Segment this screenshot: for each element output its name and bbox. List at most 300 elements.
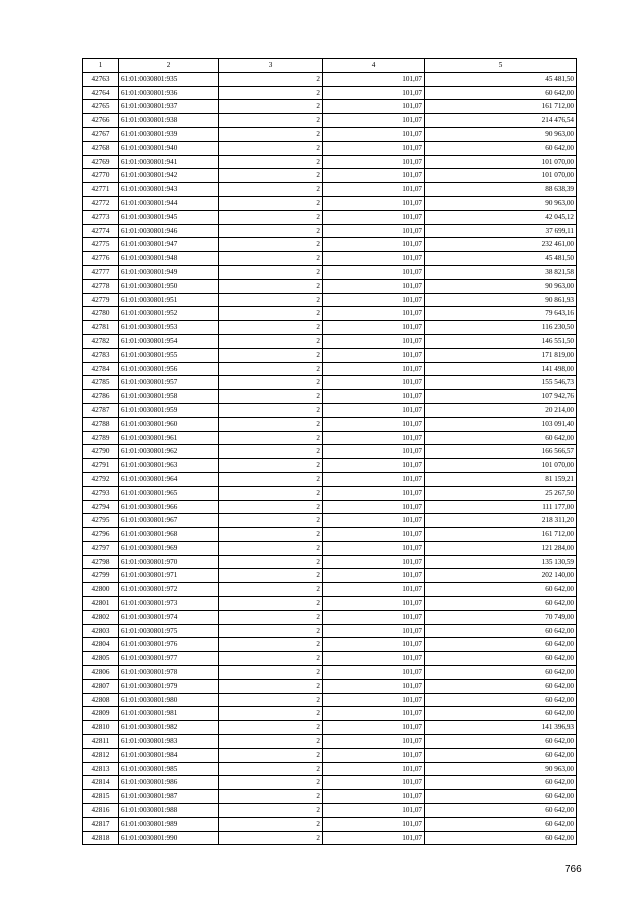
table-row <box>83 155 577 169</box>
table-cell-col-4: 101,07 <box>323 804 425 818</box>
table-cell-col-3: 2 <box>219 735 323 749</box>
table-cell-col-1: 42808 <box>83 693 119 707</box>
table-cell-col-4: 101,07 <box>323 679 425 693</box>
table-cell-col-3: 2 <box>219 666 323 680</box>
table-cell-col-3: 2 <box>219 362 323 376</box>
table-cell-col-4: 101,07 <box>323 169 425 183</box>
table-cell-col-5: 60 642,00 <box>425 790 577 804</box>
table-cell-col-2: 61:01:0030801:968 <box>119 528 219 542</box>
table-cell-col-4: 101,07 <box>323 624 425 638</box>
table-cell-col-1: 42794 <box>83 500 119 514</box>
table-cell-col-5: 141 498,00 <box>425 362 577 376</box>
table-cell-col-1: 42774 <box>83 224 119 238</box>
table-cell-col-4: 101,07 <box>323 376 425 390</box>
table-cell-col-5: 90 963,00 <box>425 127 577 141</box>
table-cell-col-5: 60 642,00 <box>425 748 577 762</box>
table-cell-col-1: 42783 <box>83 348 119 362</box>
table-cell-col-4: 101,07 <box>323 265 425 279</box>
table-row <box>83 817 577 831</box>
table-cell-col-2: 61:01:0030801:967 <box>119 514 219 528</box>
table-cell-col-2: 61:01:0030801:980 <box>119 693 219 707</box>
column-header-5: 5 <box>425 59 577 73</box>
table-row <box>83 321 577 335</box>
table-cell-col-5: 60 642,00 <box>425 707 577 721</box>
table-cell-col-1: 42773 <box>83 210 119 224</box>
table-row <box>83 597 577 611</box>
table-row <box>83 721 577 735</box>
table-cell-col-5: 121 284,00 <box>425 541 577 555</box>
table-cell-col-3: 2 <box>219 238 323 252</box>
table-cell-col-1: 42766 <box>83 114 119 128</box>
table-cell-col-3: 2 <box>219 100 323 114</box>
table-cell-col-1: 42786 <box>83 390 119 404</box>
table-cell-col-4: 101,07 <box>323 334 425 348</box>
table-cell-col-5: 60 642,00 <box>425 141 577 155</box>
table-row <box>83 748 577 762</box>
table-cell-col-4: 101,07 <box>323 486 425 500</box>
table-cell-col-5: 232 461,00 <box>425 238 577 252</box>
table-row <box>83 307 577 321</box>
table-cell-col-3: 2 <box>219 610 323 624</box>
table-cell-col-1: 42795 <box>83 514 119 528</box>
data-table <box>82 58 577 845</box>
table-cell-col-3: 2 <box>219 169 323 183</box>
page-number: 766 <box>565 864 582 875</box>
table-row <box>83 569 577 583</box>
table-cell-col-3: 2 <box>219 500 323 514</box>
table-cell-col-4: 101,07 <box>323 307 425 321</box>
table-cell-col-3: 2 <box>219 776 323 790</box>
table-row <box>83 196 577 210</box>
table-cell-col-5: 166 566,57 <box>425 445 577 459</box>
table-cell-col-5: 90 963,00 <box>425 279 577 293</box>
table-cell-col-5: 88 638,39 <box>425 183 577 197</box>
table-cell-col-1: 42817 <box>83 817 119 831</box>
table-cell-col-4: 101,07 <box>323 141 425 155</box>
table-row <box>83 279 577 293</box>
table-cell-col-1: 42782 <box>83 334 119 348</box>
table-row <box>83 693 577 707</box>
table-row <box>83 100 577 114</box>
table-cell-col-3: 2 <box>219 597 323 611</box>
table-cell-col-5: 107 942,76 <box>425 390 577 404</box>
table-row <box>83 86 577 100</box>
table-cell-col-5: 81 159,21 <box>425 472 577 486</box>
table-row <box>83 707 577 721</box>
table-cell-col-1: 42770 <box>83 169 119 183</box>
table-cell-col-4: 101,07 <box>323 196 425 210</box>
table-cell-col-1: 42763 <box>83 72 119 86</box>
table-cell-col-3: 2 <box>219 707 323 721</box>
table-cell-col-2: 61:01:0030801:938 <box>119 114 219 128</box>
table-cell-col-1: 42807 <box>83 679 119 693</box>
table-cell-col-2: 61:01:0030801:989 <box>119 817 219 831</box>
table-row <box>83 831 577 845</box>
table-cell-col-5: 101 070,00 <box>425 155 577 169</box>
table-cell-col-5: 171 819,00 <box>425 348 577 362</box>
table-cell-col-1: 42768 <box>83 141 119 155</box>
table-cell-col-1: 42785 <box>83 376 119 390</box>
table-cell-col-2: 61:01:0030801:961 <box>119 431 219 445</box>
table-cell-col-2: 61:01:0030801:947 <box>119 238 219 252</box>
table-cell-col-3: 2 <box>219 569 323 583</box>
table-cell-col-5: 45 481,50 <box>425 72 577 86</box>
table-cell-col-2: 61:01:0030801:970 <box>119 555 219 569</box>
table-cell-col-3: 2 <box>219 459 323 473</box>
table-cell-col-4: 101,07 <box>323 459 425 473</box>
table-cell-col-3: 2 <box>219 293 323 307</box>
table-cell-col-1: 42778 <box>83 279 119 293</box>
table-cell-col-3: 2 <box>219 472 323 486</box>
table-cell-col-5: 25 267,50 <box>425 486 577 500</box>
table-cell-col-5: 60 642,00 <box>425 804 577 818</box>
table-cell-col-3: 2 <box>219 141 323 155</box>
table-cell-col-3: 2 <box>219 762 323 776</box>
table-cell-col-1: 42765 <box>83 100 119 114</box>
table-row <box>83 417 577 431</box>
table-cell-col-3: 2 <box>219 376 323 390</box>
table-cell-col-2: 61:01:0030801:972 <box>119 583 219 597</box>
table-cell-col-4: 101,07 <box>323 155 425 169</box>
table-cell-col-1: 42812 <box>83 748 119 762</box>
table-row <box>83 376 577 390</box>
table-row <box>83 679 577 693</box>
table-cell-col-2: 61:01:0030801:939 <box>119 127 219 141</box>
table-cell-col-5: 90 963,00 <box>425 762 577 776</box>
table-cell-col-1: 42813 <box>83 762 119 776</box>
table-row <box>83 169 577 183</box>
table-row <box>83 334 577 348</box>
table-cell-col-5: 111 177,00 <box>425 500 577 514</box>
table-row <box>83 114 577 128</box>
table-cell-col-5: 42 045,12 <box>425 210 577 224</box>
table-cell-col-4: 101,07 <box>323 790 425 804</box>
table-cell-col-5: 161 712,00 <box>425 528 577 542</box>
table-cell-col-5: 101 070,00 <box>425 459 577 473</box>
table-cell-col-2: 61:01:0030801:942 <box>119 169 219 183</box>
table-cell-col-1: 42767 <box>83 127 119 141</box>
table-cell-col-2: 61:01:0030801:936 <box>119 86 219 100</box>
table-row <box>83 224 577 238</box>
table-cell-col-1: 42764 <box>83 86 119 100</box>
table-cell-col-4: 101,07 <box>323 472 425 486</box>
table-cell-col-3: 2 <box>219 652 323 666</box>
table-cell-col-5: 146 551,50 <box>425 334 577 348</box>
table-cell-col-3: 2 <box>219 624 323 638</box>
table-cell-col-2: 61:01:0030801:973 <box>119 597 219 611</box>
table-cell-col-4: 101,07 <box>323 555 425 569</box>
table-cell-col-2: 61:01:0030801:962 <box>119 445 219 459</box>
table-cell-col-1: 42771 <box>83 183 119 197</box>
table-cell-col-2: 61:01:0030801:966 <box>119 500 219 514</box>
table-cell-col-1: 42787 <box>83 403 119 417</box>
table-cell-col-3: 2 <box>219 528 323 542</box>
table-cell-col-2: 61:01:0030801:979 <box>119 679 219 693</box>
table-row <box>83 362 577 376</box>
table-cell-col-4: 101,07 <box>323 417 425 431</box>
table-cell-col-4: 101,07 <box>323 638 425 652</box>
table-cell-col-2: 61:01:0030801:952 <box>119 307 219 321</box>
table-cell-col-5: 218 311,20 <box>425 514 577 528</box>
table-cell-col-4: 101,07 <box>323 431 425 445</box>
table-row <box>83 652 577 666</box>
table-cell-col-4: 101,07 <box>323 238 425 252</box>
table-cell-col-5: 161 712,00 <box>425 100 577 114</box>
table-cell-col-5: 60 642,00 <box>425 817 577 831</box>
table-row <box>83 390 577 404</box>
table-cell-col-2: 61:01:0030801:953 <box>119 321 219 335</box>
table-cell-col-5: 60 642,00 <box>425 638 577 652</box>
table-cell-col-2: 61:01:0030801:963 <box>119 459 219 473</box>
table-cell-col-3: 2 <box>219 790 323 804</box>
table-cell-col-1: 42810 <box>83 721 119 735</box>
table-cell-col-2: 61:01:0030801:949 <box>119 265 219 279</box>
table-cell-col-5: 60 642,00 <box>425 666 577 680</box>
table-row <box>83 555 577 569</box>
table-cell-col-1: 42777 <box>83 265 119 279</box>
table-cell-col-2: 61:01:0030801:990 <box>119 831 219 845</box>
table-row <box>83 583 577 597</box>
table-cell-col-1: 42803 <box>83 624 119 638</box>
table-cell-col-1: 42799 <box>83 569 119 583</box>
table-cell-col-3: 2 <box>219 693 323 707</box>
table-cell-col-4: 101,07 <box>323 652 425 666</box>
table-cell-col-2: 61:01:0030801:944 <box>119 196 219 210</box>
table-cell-col-5: 214 476,54 <box>425 114 577 128</box>
table-cell-col-1: 42772 <box>83 196 119 210</box>
table-cell-col-2: 61:01:0030801:935 <box>119 72 219 86</box>
table-cell-col-5: 60 642,00 <box>425 776 577 790</box>
table-row <box>83 472 577 486</box>
table-cell-col-2: 61:01:0030801:964 <box>119 472 219 486</box>
table-row <box>83 776 577 790</box>
table-cell-col-4: 101,07 <box>323 748 425 762</box>
table-cell-col-2: 61:01:0030801:985 <box>119 762 219 776</box>
table-cell-col-1: 42796 <box>83 528 119 542</box>
table-cell-col-1: 42800 <box>83 583 119 597</box>
table-cell-col-2: 61:01:0030801:950 <box>119 279 219 293</box>
table-cell-col-1: 42784 <box>83 362 119 376</box>
table-cell-col-4: 101,07 <box>323 817 425 831</box>
table-cell-col-3: 2 <box>219 155 323 169</box>
table-cell-col-4: 101,07 <box>323 666 425 680</box>
table-cell-col-1: 42814 <box>83 776 119 790</box>
table-cell-col-2: 61:01:0030801:958 <box>119 390 219 404</box>
table-cell-col-1: 42789 <box>83 431 119 445</box>
table-row <box>83 735 577 749</box>
table-cell-col-4: 101,07 <box>323 583 425 597</box>
table-cell-col-5: 60 642,00 <box>425 652 577 666</box>
table-cell-col-5: 60 642,00 <box>425 679 577 693</box>
table-cell-col-2: 61:01:0030801:977 <box>119 652 219 666</box>
table-row <box>83 486 577 500</box>
table-cell-col-3: 2 <box>219 183 323 197</box>
table-cell-col-2: 61:01:0030801:941 <box>119 155 219 169</box>
table-cell-col-3: 2 <box>219 390 323 404</box>
table-cell-col-3: 2 <box>219 804 323 818</box>
table-cell-col-2: 61:01:0030801:986 <box>119 776 219 790</box>
table-cell-col-4: 101,07 <box>323 831 425 845</box>
table-cell-col-3: 2 <box>219 445 323 459</box>
table-cell-col-1: 42806 <box>83 666 119 680</box>
table-row <box>83 431 577 445</box>
table-cell-col-5: 60 642,00 <box>425 431 577 445</box>
table-cell-col-4: 101,07 <box>323 321 425 335</box>
table-cell-col-3: 2 <box>219 817 323 831</box>
table-cell-col-1: 42798 <box>83 555 119 569</box>
table-cell-col-1: 42769 <box>83 155 119 169</box>
table-cell-col-3: 2 <box>219 279 323 293</box>
table-cell-col-4: 101,07 <box>323 362 425 376</box>
table-row <box>83 445 577 459</box>
table-cell-col-1: 42801 <box>83 597 119 611</box>
table-cell-col-1: 42809 <box>83 707 119 721</box>
table-cell-col-2: 61:01:0030801:954 <box>119 334 219 348</box>
table-cell-col-4: 101,07 <box>323 721 425 735</box>
table-cell-col-4: 101,07 <box>323 762 425 776</box>
header-row <box>83 59 577 73</box>
table-cell-col-4: 101,07 <box>323 72 425 86</box>
table-row <box>83 610 577 624</box>
table-cell-col-1: 42816 <box>83 804 119 818</box>
table-row <box>83 638 577 652</box>
table-cell-col-4: 101,07 <box>323 86 425 100</box>
table-cell-col-3: 2 <box>219 541 323 555</box>
table-row <box>83 348 577 362</box>
table-cell-col-2: 61:01:0030801:960 <box>119 417 219 431</box>
table-cell-col-3: 2 <box>219 72 323 86</box>
table-cell-col-4: 101,07 <box>323 100 425 114</box>
table-cell-col-2: 61:01:0030801:975 <box>119 624 219 638</box>
table-cell-col-2: 61:01:0030801:937 <box>119 100 219 114</box>
table-cell-col-2: 61:01:0030801:976 <box>119 638 219 652</box>
table-cell-col-3: 2 <box>219 321 323 335</box>
table-row <box>83 141 577 155</box>
table-cell-col-3: 2 <box>219 417 323 431</box>
table-cell-col-1: 42780 <box>83 307 119 321</box>
table-cell-col-2: 61:01:0030801:983 <box>119 735 219 749</box>
table-cell-col-4: 101,07 <box>323 693 425 707</box>
table-cell-col-4: 101,07 <box>323 707 425 721</box>
table-cell-col-1: 42793 <box>83 486 119 500</box>
table-cell-col-4: 101,07 <box>323 224 425 238</box>
table-row <box>83 762 577 776</box>
table-row <box>83 183 577 197</box>
table-cell-col-1: 42797 <box>83 541 119 555</box>
table-cell-col-4: 101,07 <box>323 252 425 266</box>
table-cell-col-3: 2 <box>219 403 323 417</box>
table-cell-col-3: 2 <box>219 555 323 569</box>
table-cell-col-5: 155 546,73 <box>425 376 577 390</box>
table-cell-col-5: 135 130,59 <box>425 555 577 569</box>
table-cell-col-5: 60 642,00 <box>425 831 577 845</box>
table-cell-col-5: 116 230,50 <box>425 321 577 335</box>
table-row <box>83 790 577 804</box>
table-cell-col-2: 61:01:0030801:959 <box>119 403 219 417</box>
table-cell-col-2: 61:01:0030801:971 <box>119 569 219 583</box>
table-cell-col-2: 61:01:0030801:988 <box>119 804 219 818</box>
table-cell-col-1: 42775 <box>83 238 119 252</box>
table-cell-col-2: 61:01:0030801:981 <box>119 707 219 721</box>
table-cell-col-5: 90 963,00 <box>425 196 577 210</box>
table-cell-col-2: 61:01:0030801:984 <box>119 748 219 762</box>
table-cell-col-3: 2 <box>219 748 323 762</box>
table-cell-col-5: 141 396,93 <box>425 721 577 735</box>
table-cell-col-3: 2 <box>219 224 323 238</box>
table-cell-col-5: 60 642,00 <box>425 86 577 100</box>
table-cell-col-2: 61:01:0030801:965 <box>119 486 219 500</box>
table-row <box>83 624 577 638</box>
table-cell-col-3: 2 <box>219 196 323 210</box>
table-cell-col-1: 42791 <box>83 459 119 473</box>
table-cell-col-3: 2 <box>219 583 323 597</box>
table-cell-col-5: 79 643,16 <box>425 307 577 321</box>
table-cell-col-1: 42818 <box>83 831 119 845</box>
table-row <box>83 514 577 528</box>
column-header-1: 1 <box>83 59 119 73</box>
table-cell-col-4: 101,07 <box>323 735 425 749</box>
table-cell-col-1: 42788 <box>83 417 119 431</box>
table-cell-col-2: 61:01:0030801:946 <box>119 224 219 238</box>
table-cell-col-1: 42811 <box>83 735 119 749</box>
table-cell-col-3: 2 <box>219 127 323 141</box>
table-row <box>83 293 577 307</box>
table-cell-col-4: 101,07 <box>323 610 425 624</box>
table-cell-col-3: 2 <box>219 638 323 652</box>
table-row <box>83 252 577 266</box>
table-cell-col-4: 101,07 <box>323 403 425 417</box>
table-cell-col-4: 101,07 <box>323 541 425 555</box>
table-cell-col-3: 2 <box>219 831 323 845</box>
table-cell-col-4: 101,07 <box>323 390 425 404</box>
table-cell-col-1: 42815 <box>83 790 119 804</box>
table-cell-col-1: 42790 <box>83 445 119 459</box>
table-cell-col-3: 2 <box>219 721 323 735</box>
table-cell-col-2: 61:01:0030801:948 <box>119 252 219 266</box>
table-row <box>83 804 577 818</box>
table-cell-col-5: 103 091,40 <box>425 417 577 431</box>
table-cell-col-2: 61:01:0030801:987 <box>119 790 219 804</box>
table-row <box>83 265 577 279</box>
table-cell-col-3: 2 <box>219 210 323 224</box>
table-cell-col-4: 101,07 <box>323 183 425 197</box>
table-cell-col-2: 61:01:0030801:940 <box>119 141 219 155</box>
table-cell-col-5: 45 481,50 <box>425 252 577 266</box>
table-row <box>83 403 577 417</box>
column-header-2: 2 <box>119 59 219 73</box>
table-cell-col-4: 101,07 <box>323 514 425 528</box>
table-cell-col-4: 101,07 <box>323 127 425 141</box>
table-cell-col-5: 90 861,93 <box>425 293 577 307</box>
table-cell-col-4: 101,07 <box>323 293 425 307</box>
table-cell-col-4: 101,07 <box>323 114 425 128</box>
table-cell-col-4: 101,07 <box>323 279 425 293</box>
table-cell-col-2: 61:01:0030801:955 <box>119 348 219 362</box>
table-cell-col-4: 101,07 <box>323 528 425 542</box>
table-cell-col-2: 61:01:0030801:951 <box>119 293 219 307</box>
table-cell-col-3: 2 <box>219 307 323 321</box>
table-cell-col-4: 101,07 <box>323 569 425 583</box>
table-body <box>83 72 577 845</box>
table-cell-col-5: 60 642,00 <box>425 624 577 638</box>
table-cell-col-5: 37 699,11 <box>425 224 577 238</box>
table-cell-col-2: 61:01:0030801:982 <box>119 721 219 735</box>
column-header-4: 4 <box>323 59 425 73</box>
table-cell-col-5: 60 642,00 <box>425 735 577 749</box>
table-cell-col-3: 2 <box>219 348 323 362</box>
table-row <box>83 72 577 86</box>
table-cell-col-2: 61:01:0030801:943 <box>119 183 219 197</box>
